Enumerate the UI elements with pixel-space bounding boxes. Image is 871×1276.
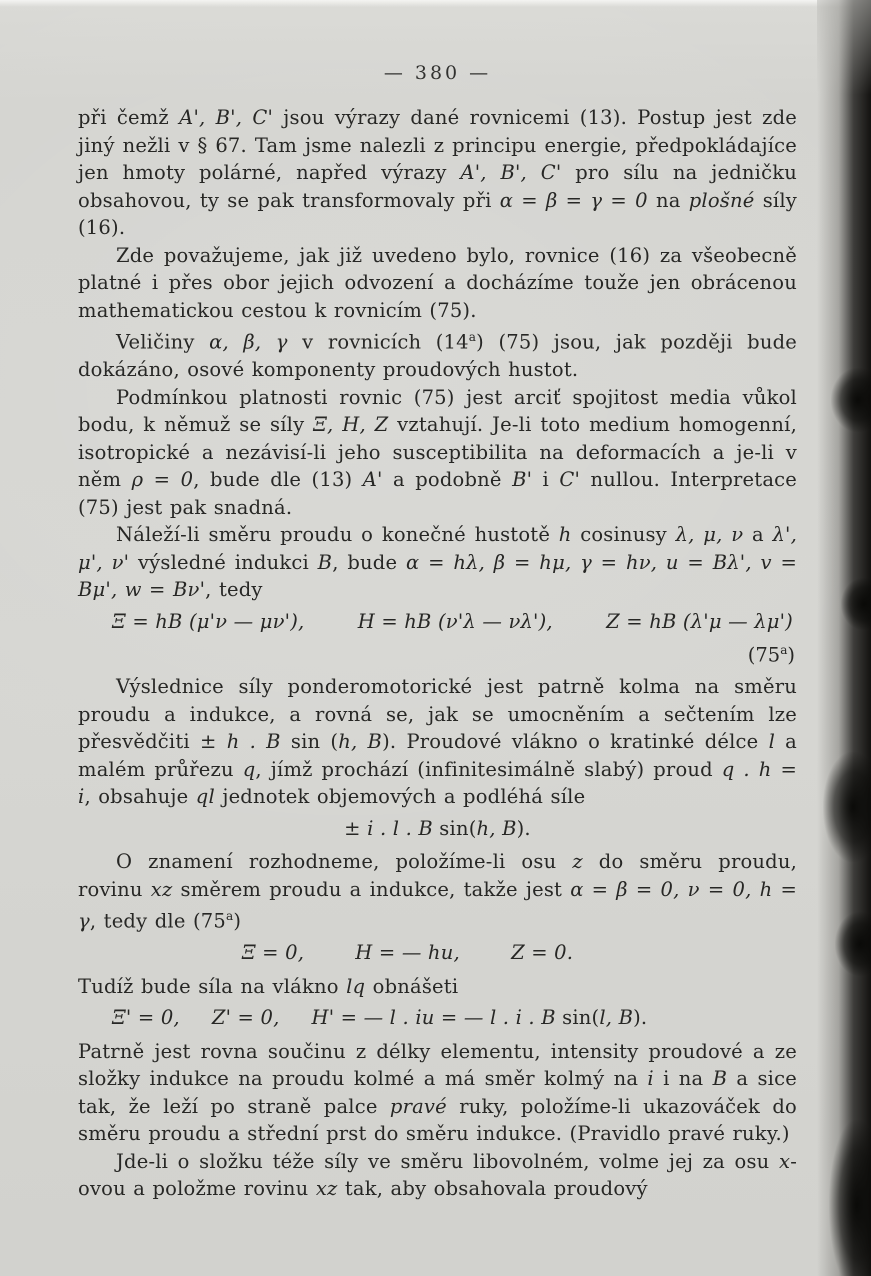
- paragraph: Tudíž bude síla na vlákno lq obnášeti: [78, 974, 459, 998]
- paragraph: Veličiny α, β, γ v rovnicích (14$^a$) (75) jsou, jak později bude dokázáno, osové komponenty proudových hustot.: [78, 330, 797, 381]
- paragraph: Zde považujeme, jak již uvedeno bylo, rovnice (16) za všeobecně platné i přes obor jejich odvození a docházíme touže jen obrácenou mathematickou cestou k rovnicím (75).: [78, 243, 797, 322]
- equation-75a-term-xi: Ξ = hB (μ'ν — μν'),: [112, 609, 305, 633]
- paragraph-continuation: při čemž A', B', C' jsou výrazy dané rovnicemi (13). Postup jest zde jiný nežli v § 67. Tam jsme nalezli z principu energie, předpokládajíce jen hmoty polárné, napřed výrazy A', B', C' pro sílu na jedničku obsahovou, ty se pak transformovaly při α = β = γ = 0 na plošné síly (16).: [78, 106, 798, 239]
- equation-filament-force: Ξ' = 0, Z' = 0, H' = — l . iu = — l . i . B sin(l, B).: [112, 1006, 648, 1029]
- equation-components: Ξ = 0, H = — hu, Z = 0.: [241, 941, 574, 964]
- paragraph: Patrně jest rovna součinu z délky elementu, intensity proudové a ze složky indukce na proudu kolmé a má směr kolmý na i i na B a sice tak, že leží po straně palce pravé ruky, položíme-li ukazováček do směru proudu a střední prst do směru indukce. (Pravidlo pravé ruky.): [78, 1039, 797, 1145]
- equation-75a-term-z: Z = hB (λ'μ — λμ'): [606, 609, 793, 633]
- paragraph: Jde-li o složku téže síly ve směru libovolném, volme jej za osu x-ovou a položme rovinu xz tak, aby obsahovala proudový: [78, 1149, 797, 1200]
- equation-wire-force: ± i . l . B sin(h, B).: [344, 816, 531, 840]
- paragraph: Podmínkou platnosti rovnic (75) jest arciť spojitost media vůkol bodu, k němuž se síly Ξ, H, Z vztahují. Je-li toto medium homogenní, isotropické a nezávisí-li jeho susceptibilita na deformacích a je-li v něm ρ = 0, bude dle (13) A' a podobně B' i C' nullou. Interpretace (75) jest pak snadná.: [78, 385, 798, 519]
- page-number: — 380 —: [383, 62, 492, 84]
- body-text: [78, 104, 797, 1203]
- paragraph: Náleží-li směru proudu o konečné hustotě h cosinusy λ, μ, ν a λ', μ', ν' výsledné indukci B, bude α = hλ, β = hμ, γ = hν, u = Bλ', v = Bμ', w = Bν', tedy: [78, 523, 798, 601]
- equation-75a-term-h: H = hB (ν'λ — νλ'),: [357, 609, 553, 633]
- equation-75a: [78, 608, 797, 636]
- paragraph: O znamení rozhodneme, položíme-li osu z do směru proudu, rovinu xz směrem proudu a indukce, takže jest α = β = 0, ν = 0, h = γ, tedy dle (75$^a$): [78, 850, 798, 933]
- equation-75a-label: (75$^a$): [747, 643, 795, 667]
- paragraph: Výslednice síly ponderomotorické jest patrně kolma na směru proudu a indukce, a rovná se, jak se umocněním a sečtením lze přesvědčiti ± h . B sin (h, B). Proudové vlákno o kratinké délce l a malém průřezu q, jímž prochází (infinitesimálně slabý) proud q . h = i, obsahuje ql jednotek objemových a podléhá síle: [78, 675, 797, 808]
